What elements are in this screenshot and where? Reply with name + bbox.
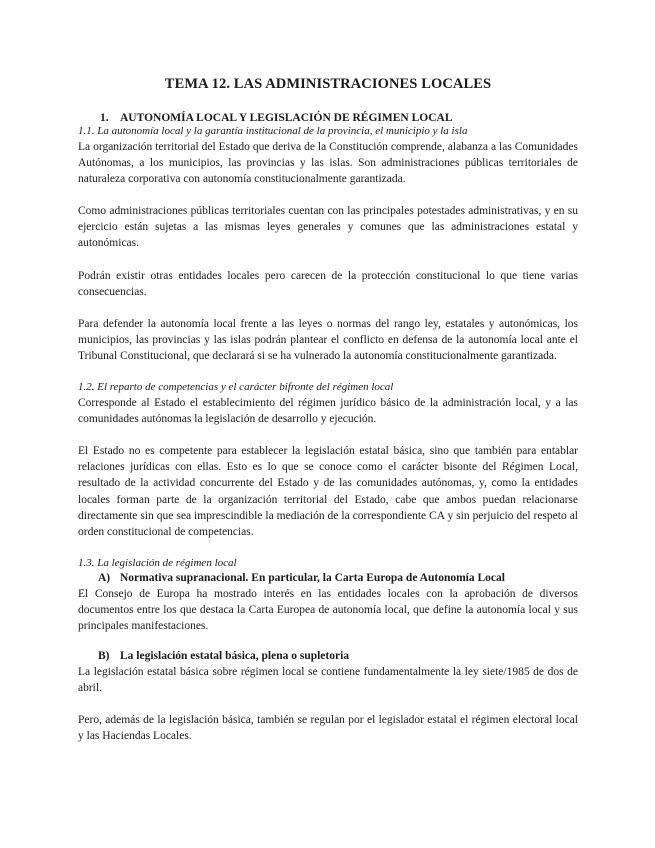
subsection-heading-1-3: 1.3. La legislación de régimen local — [78, 556, 237, 569]
part-b-heading — [78, 649, 578, 664]
paragraph: Como administraciones públicas territoriales cuentan con las principales potestades administrativas, y en su ejercicio están sujetas a las mismas leyes generales y comunes que las administraciones estatal y autonómicas. — [78, 205, 578, 250]
part-a-letter: A) — [98, 571, 111, 584]
page-title: TEMA 12. LAS ADMINISTRACIONES LOCALES — [164, 76, 492, 92]
part-b-letter: B) — [98, 650, 110, 663]
paragraph: Para defender la autonomía local frente a las leyes o normas del rango ley, estatales y autonómicas, los municipios, las provincias y las islas podrán plantear el conflicto en defensa de la autonomía local ante el Tribunal Constitucional, que declarará si se ha vulnerado la autonomía constitucionalmente garantizada. — [78, 317, 578, 362]
paragraph: Podrán existir otras entidades locales pero carecen de la protección constitucional lo que tiene varias consecuencias. — [78, 269, 578, 298]
paragraph: El Estado no es competente para establecer la legislación estatal básica, sino que también para entablar relaciones jurídicas con ellas. Esto es lo que se conoce como el carácter bisonte del Régimen Local, resultado de la actividad concurrente del Estado y de las comunidades autónomas, y, como la entidades locales forman parte de la organización territorial del Estado, cabe que ambos puedan relacionarse directamente sin que sea imprescindible la mediación de la correspondiente CA y sin perjuicio del respeto al orden constitucional de competencias. — [78, 445, 578, 538]
paragraph: Corresponde al Estado el establecimiento del régimen jurídico básico de la administración local, y a las comunidades autónomas la legislación de desarrollo y ejecución. — [78, 397, 578, 426]
part-a-heading — [78, 571, 578, 586]
section-heading-text: AUTONOMÍA LOCAL Y LEGISLACIÓN DE RÉGIMEN LOCAL — [120, 112, 453, 124]
paragraph: La legislación estatal básica sobre régimen local se contiene fundamentalmente la ley siete/1985 de dos de abril. — [78, 666, 578, 695]
part-b-heading-text: La legislación estatal básica, plena o supletoria — [120, 650, 350, 663]
section-heading — [78, 112, 578, 124]
part-a-heading-text: Normativa supranacional. En particular, la Carta Europa de Autonomía Local — [120, 571, 505, 584]
subsection-heading-1-1: 1.1. La autonomía local y la garantía institucional de la provincia, el municipio y la isla — [78, 125, 468, 137]
paragraph: Pero, además de la legislación básica, también se regulan por el legislador estatal el régimen electoral local y las Haciendas Locales. — [78, 714, 578, 743]
document-body — [78, 76, 578, 760]
paragraph: La organización territorial del Estado que deriva de la Constitución comprende, alabanza a las Comunidades Autónomas, a los municipios, las provincias y las islas. Son administraciones públicas territoriales de naturaleza corporativa con autonomía constitucionalmente garantizada. — [78, 141, 578, 186]
section-number: 1. — [100, 112, 109, 124]
subsection-heading-1-2: 1.2. El reparto de competencias y el carácter bifronte del régimen local — [78, 381, 394, 394]
paragraph: El Consejo de Europa ha mostrado interés en las entidades locales con la aprobación de diversos documentos entre los que destaca la Carta Europea de autonomía local, que define la autonomía local y sus principales manifestaciones. — [78, 587, 578, 632]
